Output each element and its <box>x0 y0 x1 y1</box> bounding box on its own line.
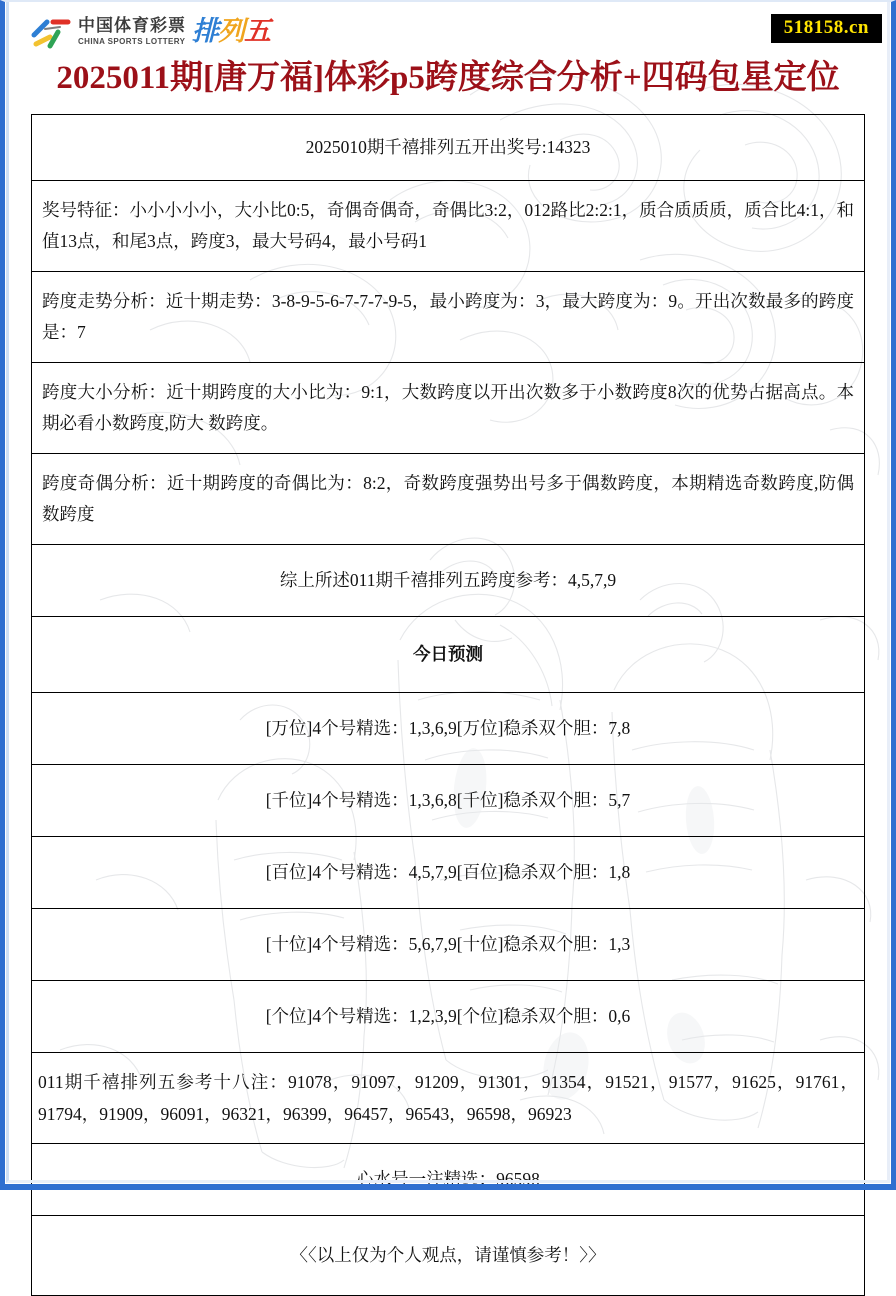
logo-game-char-3: 五 <box>244 16 270 47</box>
position-row-qian: [千位]4个号精选：1,3,6,8[千位]稳杀双个胆：5,7 <box>32 765 864 837</box>
single-pick-row: 心水号一注精选：96598 <box>32 1144 864 1216</box>
position-row-bai: [百位]4个号精选：4,5,7,9[百位]稳杀双个胆：1,8 <box>32 837 864 909</box>
page-title: 2025011期[唐万福]体彩p5跨度综合分析+四码包星定位 <box>56 60 840 96</box>
logo-brand-en: CHINA SPORTS LOTTERY <box>78 37 186 46</box>
analysis-row-parity: 跨度奇偶分析：近十期跨度的奇偶比为：8:2，奇数跨度强势出号多于偶数跨度，本期精选奇数跨度,防偶数跨度 <box>32 454 864 545</box>
disclaimer-row: 〈〈以上仅为个人观点，请谨慎参考！〉〉 <box>290 1245 606 1265</box>
site-badge[interactable]: 518158.cn <box>771 14 882 43</box>
eighteen-notes-row: 011期千禧排列五参考十八注：91078，91097，91209，91301，91354，91521，91577，91625，91761，91794，91909，96091，96321，96399，96457，96543，96598，96923 <box>32 1053 864 1144</box>
logo-wordmark <box>78 13 186 51</box>
position-row-ge: [个位]4个号精选：1,2,3,9[个位]稳杀双个胆：0,6 <box>32 981 864 1053</box>
draw-result-row: 2025010期千禧排列五开出奖号:14323 <box>32 115 864 181</box>
logo-game-char-1: 排 <box>192 16 218 47</box>
analysis-row-feature: 奖号特征：小小小小小，大小比0:5，奇偶奇偶奇，奇偶比3:2，012路比2:2:1，质合质质质，质合比4:1，和值13点，和尾3点，跨度3，最大号码4，最小号码1 <box>32 181 864 272</box>
page-header <box>0 0 896 52</box>
summary-row: 综上所述011期千禧排列五跨度参考：4,5,7,9 <box>32 545 864 617</box>
analysis-row-trend: 跨度走势分析：近十期走势：3-8-9-5-6-7-7-7-9-5，最小跨度为：3，最大跨度为：9。开出次数最多的跨度是：7 <box>32 272 864 363</box>
logo-game-char-2: 列 <box>218 16 244 47</box>
position-row-shi: [十位]4个号精选：5,6,7,9[十位]稳杀双个胆：1,3 <box>32 909 864 981</box>
position-row-wan: [万位]4个号精选：1,3,6,9[万位]稳杀双个胆：7,8 <box>32 693 864 765</box>
logo-game-name <box>192 13 270 51</box>
forecast-header-row: 今日预测 <box>32 617 864 693</box>
analysis-row-size: 跨度大小分析：近十期跨度的大小比为：9:1，大数跨度以开出次数多于小数跨度8次的优势占据高点。本期必看小数跨度,防大 数跨度。 <box>32 363 864 454</box>
lottery-logo-icon <box>30 13 74 51</box>
analysis-table <box>31 114 865 1296</box>
logo-brand-cn: 中国体育彩票 <box>78 16 186 36</box>
sports-lottery-logo <box>30 12 270 52</box>
